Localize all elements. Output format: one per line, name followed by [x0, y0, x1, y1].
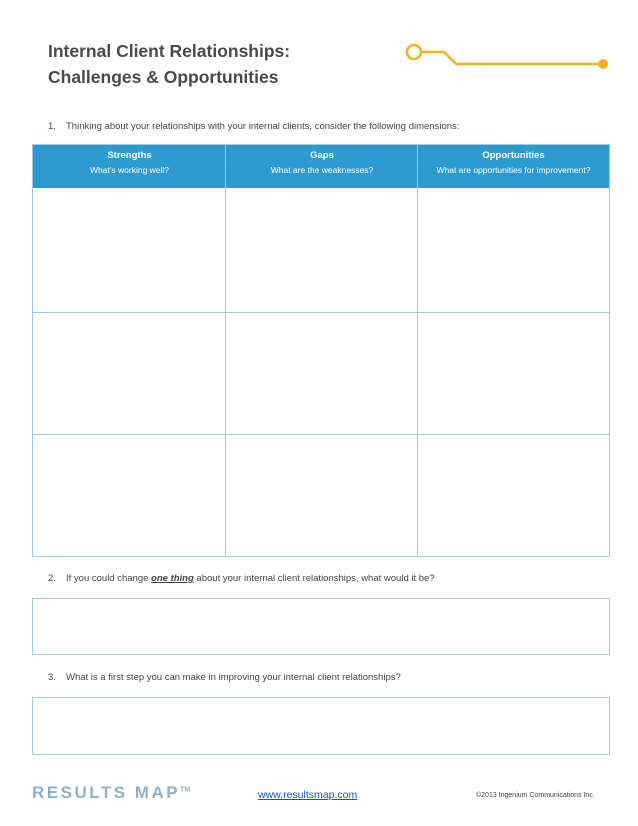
column-subtitle: What's working well?: [89, 165, 170, 175]
question-1-text: Thinking about your relationships with your internal clients, consider the following dimensions:: [66, 121, 460, 132]
column-header-strengths: [33, 145, 226, 188]
column-title: Gaps: [310, 150, 334, 161]
question-2-emphasis: one thing: [151, 573, 194, 584]
column-header-gaps: [226, 145, 418, 188]
answer-box-question-3[interactable]: [32, 697, 610, 755]
row-divider: [33, 312, 609, 313]
question-1-number: 1.: [48, 121, 56, 132]
question-1: [48, 121, 459, 132]
dimensions-table: [32, 144, 610, 557]
column-subtitle: What are opportunities for improvement?: [436, 165, 591, 175]
logo-trademark: TM: [180, 786, 191, 794]
circuit-line-decoration-icon: [400, 38, 615, 73]
question-3: [48, 672, 401, 683]
column-title: Strengths: [107, 150, 152, 161]
logo-text: RESULTS MAP: [32, 783, 181, 802]
column-divider: [417, 145, 418, 556]
table-header: [33, 145, 609, 188]
column-subtitle: What are the weaknesses?: [270, 165, 374, 175]
question-2-number: 2.: [48, 573, 56, 584]
page-title-line-2: Challenges & Opportunities: [48, 67, 279, 87]
question-3-number: 3.: [48, 672, 56, 683]
column-header-opportunities: [418, 145, 609, 188]
row-divider: [33, 434, 609, 435]
question-2-text-before: If you could change: [66, 573, 152, 584]
website-link[interactable]: www.resultsmap.com: [258, 789, 358, 801]
results-map-logo: [32, 783, 190, 803]
question-2-text-after: about your internal client relationships, what would it be?: [193, 573, 435, 584]
copyright-notice: ©2013 Ingenium Communications Inc.: [476, 792, 595, 799]
question-3-text: What is a first step you can make in improving your internal client relationships?: [66, 672, 401, 683]
page-title: [48, 38, 290, 90]
page-title-line-1: Internal Client Relationships:: [48, 41, 291, 61]
column-title: Opportunities: [482, 150, 545, 161]
answer-box-question-2[interactable]: [32, 598, 610, 655]
column-divider: [225, 145, 226, 556]
question-2: [48, 573, 435, 584]
